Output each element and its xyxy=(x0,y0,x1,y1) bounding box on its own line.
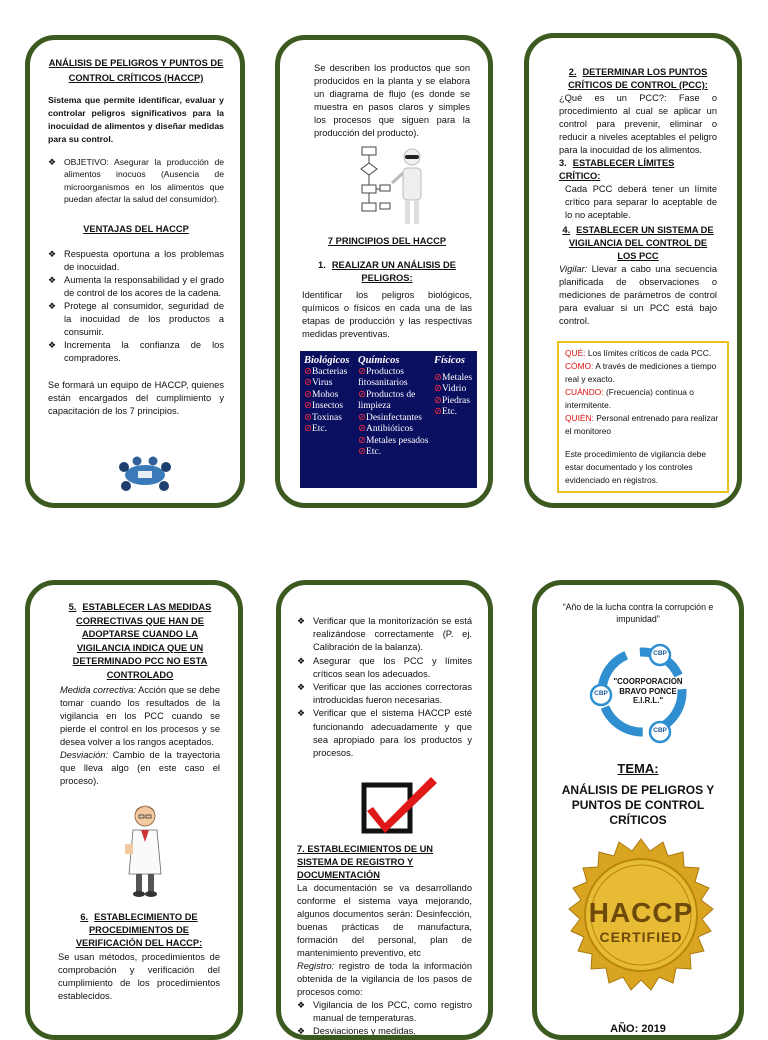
principle-3-title: ESTABLECER LÍMITES CRÍTICO: xyxy=(559,158,675,181)
hazard-item: Toxinas xyxy=(311,412,342,423)
prohibit-icon: ⊘ xyxy=(304,366,312,377)
hazard-item: Metales xyxy=(441,372,473,383)
biological-column xyxy=(304,355,358,436)
principle-4-title: ESTABLECER UN SISTEMA DE VIGILANCIA DEL CONTROL DE LOS PCC xyxy=(568,225,714,261)
principle-3-number: 3. xyxy=(559,158,567,168)
quien-value: Personal entrenado para realizar el monitoreo xyxy=(565,413,719,436)
como-label: CÓMO: xyxy=(565,361,594,371)
hazard-item: Productos de limpieza xyxy=(358,389,416,411)
principle-7-record xyxy=(297,960,472,999)
seal-line-1: HACCP xyxy=(588,897,694,928)
deviation-label: Desviación: xyxy=(60,750,109,760)
principle-5-text1 xyxy=(60,684,220,749)
hazard-item: Desinfectantes xyxy=(365,412,422,423)
prohibit-icon: ⊘ xyxy=(434,407,442,417)
panel2-intro: Se describen los productos que son producidos en la planta y se elabora un diagrama de flujo (es donde se muestra en pasos claros y simples los procesos que siguen para la producción del producto). xyxy=(314,63,470,138)
advantages-title: VENTAJAS DEL HACCP xyxy=(83,224,189,235)
record-item: ❖ Vigilancia de los PCC, como registro manual de temperaturas. xyxy=(297,999,472,1025)
principle-4-number: 4. xyxy=(562,225,571,235)
team-text: Se formará un equipo de HACCP, quienes están encargados del cumplimiento y capacitación de los 7 principios. xyxy=(48,380,224,417)
hazard-item: Etc. xyxy=(311,424,328,434)
advantage-item: ❖ Aumenta la responsabilidad y el grado de control de los acores de la cadena. xyxy=(48,274,224,300)
hazard-item: Productos fitosanitarios xyxy=(358,366,408,388)
motto-text: “Año de la lucha contra la corrupción e impunidad” xyxy=(562,602,714,624)
hazard-item: Insectos xyxy=(311,401,344,411)
monitoring-box xyxy=(557,341,729,493)
logo-mark: CBP xyxy=(653,650,667,657)
correction-body: Acción que se debe tomar cuando los resultados de la vigilancia en los PCC cuando se pierde el control en los procesos y se desea volver a los rangos aceptados. xyxy=(60,685,220,747)
prohibit-icon: ⊘ xyxy=(304,412,312,423)
principle-6-heading xyxy=(58,911,220,950)
hazard-item: Bacterias xyxy=(311,366,348,377)
advantage-item: ❖ Protege al consumidor, seguridad de la inocuidad de los productos a consumir. xyxy=(48,300,224,339)
physical-title: Físicos xyxy=(434,355,465,366)
panel-principle-7 xyxy=(276,580,493,1040)
prohibit-icon: ⊘ xyxy=(358,366,366,377)
principle-3-text: Cada PCC deberá tener un límite crítico para separar lo aceptable de lo no aceptable. xyxy=(565,184,717,220)
biological-title: Biológicos xyxy=(304,355,350,366)
principle-6-title: ESTABLECIMIENTO DE PROCEDIMIENTOS DE VERIFICACIÓN DEL HACCP: xyxy=(75,912,203,948)
doctor-illustration xyxy=(123,802,167,898)
hazard-item: Etc. xyxy=(441,407,458,417)
principle-5-number: 5. xyxy=(68,602,77,612)
panel-principles-5-6 xyxy=(25,580,243,1040)
prohibit-icon: ⊘ xyxy=(434,395,442,406)
checkmark-icon xyxy=(361,773,443,835)
team-meeting-illustration xyxy=(112,453,178,493)
company-name: "COORPORACION BRAVO PONCE E.I.R.L." xyxy=(613,677,683,705)
hazard-item: Antibióticos xyxy=(365,424,413,434)
panel-haccp-intro xyxy=(25,35,245,508)
principle-4-body: Llevar a cabo una secuencia planificada de observaciones o mediciones de parámetros de control para evaluar si un PCC está bajo control. xyxy=(559,264,717,326)
principle-5-text2 xyxy=(60,749,220,788)
record-item: ❖ Desviaciones y medidas. xyxy=(297,1025,472,1038)
principle-4-label: Vigilar: xyxy=(559,264,588,274)
principle-6-number: 6. xyxy=(80,912,89,922)
hazard-item: Metales pesados xyxy=(365,435,429,446)
quien-label: QUIÉN: xyxy=(565,413,594,423)
principle-1-number: 1. xyxy=(318,260,326,270)
panel1-title: ANÁLISIS DE PELIGROS Y PUNTOS DE CONTROL CRÍTICOS (HACCP) xyxy=(48,58,224,83)
principles-title: 7 PRINCIPIOS DEL HACCP xyxy=(327,236,447,246)
principle-5-heading xyxy=(60,601,220,682)
check-item: ❖ Verificar que las acciones correctoras introducidas fueron necesarias. xyxy=(297,681,472,707)
prohibit-icon: ⊘ xyxy=(434,384,442,394)
prohibit-icon: ⊘ xyxy=(304,401,312,411)
correction-label: Medida correctiva: xyxy=(60,685,137,695)
prohibit-icon: ⊘ xyxy=(358,435,366,446)
record-body: registro de toda la información obtenida de la vigilancia de los pasos de procesos como: xyxy=(297,961,472,997)
prohibit-icon: ⊘ xyxy=(358,424,366,434)
year-text: AÑO: 2019 xyxy=(610,1023,666,1035)
advantage-item: ❖ Respuesta oportuna a los problemas de inocuidad. xyxy=(48,248,224,274)
hazard-item: Piedras xyxy=(441,395,470,406)
principle-1-title: REALIZAR UN ANÁLISIS DE PELIGROS: xyxy=(331,260,456,283)
prohibit-icon: ⊘ xyxy=(358,447,366,457)
check-item: ❖ Asegurar que los PCC y límites críticos sean los adecuados. xyxy=(297,655,472,681)
principle-4-text xyxy=(559,263,717,328)
hazard-item: Etc. xyxy=(365,447,382,457)
monitoring-note: Este procedimiento de vigilancia debe estar documentado y los controles evidenciado en registros. xyxy=(565,449,707,485)
principle-1-text: Identificar los peligros biológicos, químicos o físicos en cada una de las etapas de producción y las respectivas medidas preventivas. xyxy=(302,290,472,339)
theme-label: TEMA: xyxy=(617,761,659,776)
flow-diagram-illustration xyxy=(358,143,436,229)
check-item: ❖ Verificar que la monitorización se está realizándose correctamente (P. ej. Calibración de la balanza). xyxy=(297,615,472,655)
principle-5-title: ESTABLECER LAS MEDIDAS CORRECTIVAS QUE HAN DE ADOPTARSE CUANDO LA VIGILANCIA INDICA QUE UN DETERMINADO PCC NO ESTA CONTROLADO xyxy=(72,602,212,680)
panel-cover xyxy=(532,580,744,1040)
principle-7-title: 7. ESTABLECIMIENTOS DE UN SISTEMA DE REGISTRO Y DOCUMENTACIÓN xyxy=(297,844,434,880)
que-value: Los límites críticos de cada PCC. xyxy=(587,348,712,358)
chemical-column xyxy=(358,355,430,459)
hazard-item: Vidrio xyxy=(441,384,467,394)
theme-title: ANÁLISIS DE PELIGROS Y PUNTOS DE CONTROL CRÍTICOS xyxy=(561,783,715,827)
principle-2-number: 2. xyxy=(568,67,577,77)
principle-2-text: ¿Qué es un PCC?: Fase o procedimiento al cual se aplicar un control para prevenir, eliminar o reducir a niveles aceptables el peligro para la inocuidad de los alimentos. xyxy=(559,93,717,155)
seal-line-2: CERTIFIED xyxy=(599,929,683,945)
prohibit-icon: ⊘ xyxy=(434,372,442,383)
principle-6-text: Se usan métodos, procedimientos de comprobación y verificación del cumplimiento de los procedimientos establecidos. xyxy=(58,952,220,1001)
company-logo xyxy=(587,637,697,747)
panel1-intro: Sistema que permite identificar, evaluar y controlar peligros significativos para la inocuidad de alimentos y diseñar medidas para su control. xyxy=(48,95,224,144)
prohibit-icon: ⊘ xyxy=(304,378,312,388)
como-value: A través de mediciones a tiempo real y exacto. xyxy=(565,361,717,384)
principle-7-text: La documentación se va desarrollando conforme el sistema vaya mejorando, algunos documentos serán: Desinfección, buenas prácticas de manufactura, formación del personal, plan de mantenimiento preventivo, etc xyxy=(297,883,472,958)
advantage-item: ❖ Incrementa la confianza de los compradores. xyxy=(48,339,224,365)
prohibit-icon: ⊘ xyxy=(304,389,312,400)
principle-4-heading xyxy=(559,224,717,263)
hazard-item: Virus xyxy=(311,378,333,388)
panel-principles-2-4 xyxy=(524,33,742,508)
hazard-item: Mohos xyxy=(311,389,339,400)
principle-1-heading xyxy=(302,259,472,285)
logo-mark: CBP xyxy=(594,690,608,697)
objective-item: ❖ OBJETIVO: Asegurar la producción de alimentos inocuos (Ausencia de microorganismos en los alimentos que puedan afectar la salud del consumidor). xyxy=(48,156,224,205)
principle-2-title: DETERMINAR LOS PUNTOS CRÍTICOS DE CONTROL (PCC): xyxy=(568,67,708,90)
prohibit-icon: ⊘ xyxy=(358,412,366,423)
panel-principles xyxy=(275,35,493,508)
principle-2-heading xyxy=(559,66,717,92)
prohibit-icon: ⊘ xyxy=(304,424,312,434)
logo-mark: CBP xyxy=(653,727,667,734)
deviation-body: Cambio de la trayectoria que lleva algo (en este caso el proceso). xyxy=(60,750,220,786)
cuando-value: (Frecuencia) continua o intermitente. xyxy=(565,387,694,410)
que-label: QUÉ: xyxy=(565,348,586,358)
physical-column xyxy=(434,355,476,419)
hazards-table xyxy=(300,351,477,488)
chemical-title: Químicos xyxy=(358,355,400,366)
record-label: Registro: xyxy=(297,961,335,971)
principle-3-heading xyxy=(559,157,717,183)
check-item: ❖ Verificar que el sistema HACCP esté funcionando adecuadamente y que sea apropiado para los productos y procesos. xyxy=(297,707,472,760)
prohibit-icon: ⊘ xyxy=(358,389,366,400)
cuando-label: CUÁNDO: xyxy=(565,387,604,397)
haccp-certified-seal xyxy=(555,837,727,1009)
